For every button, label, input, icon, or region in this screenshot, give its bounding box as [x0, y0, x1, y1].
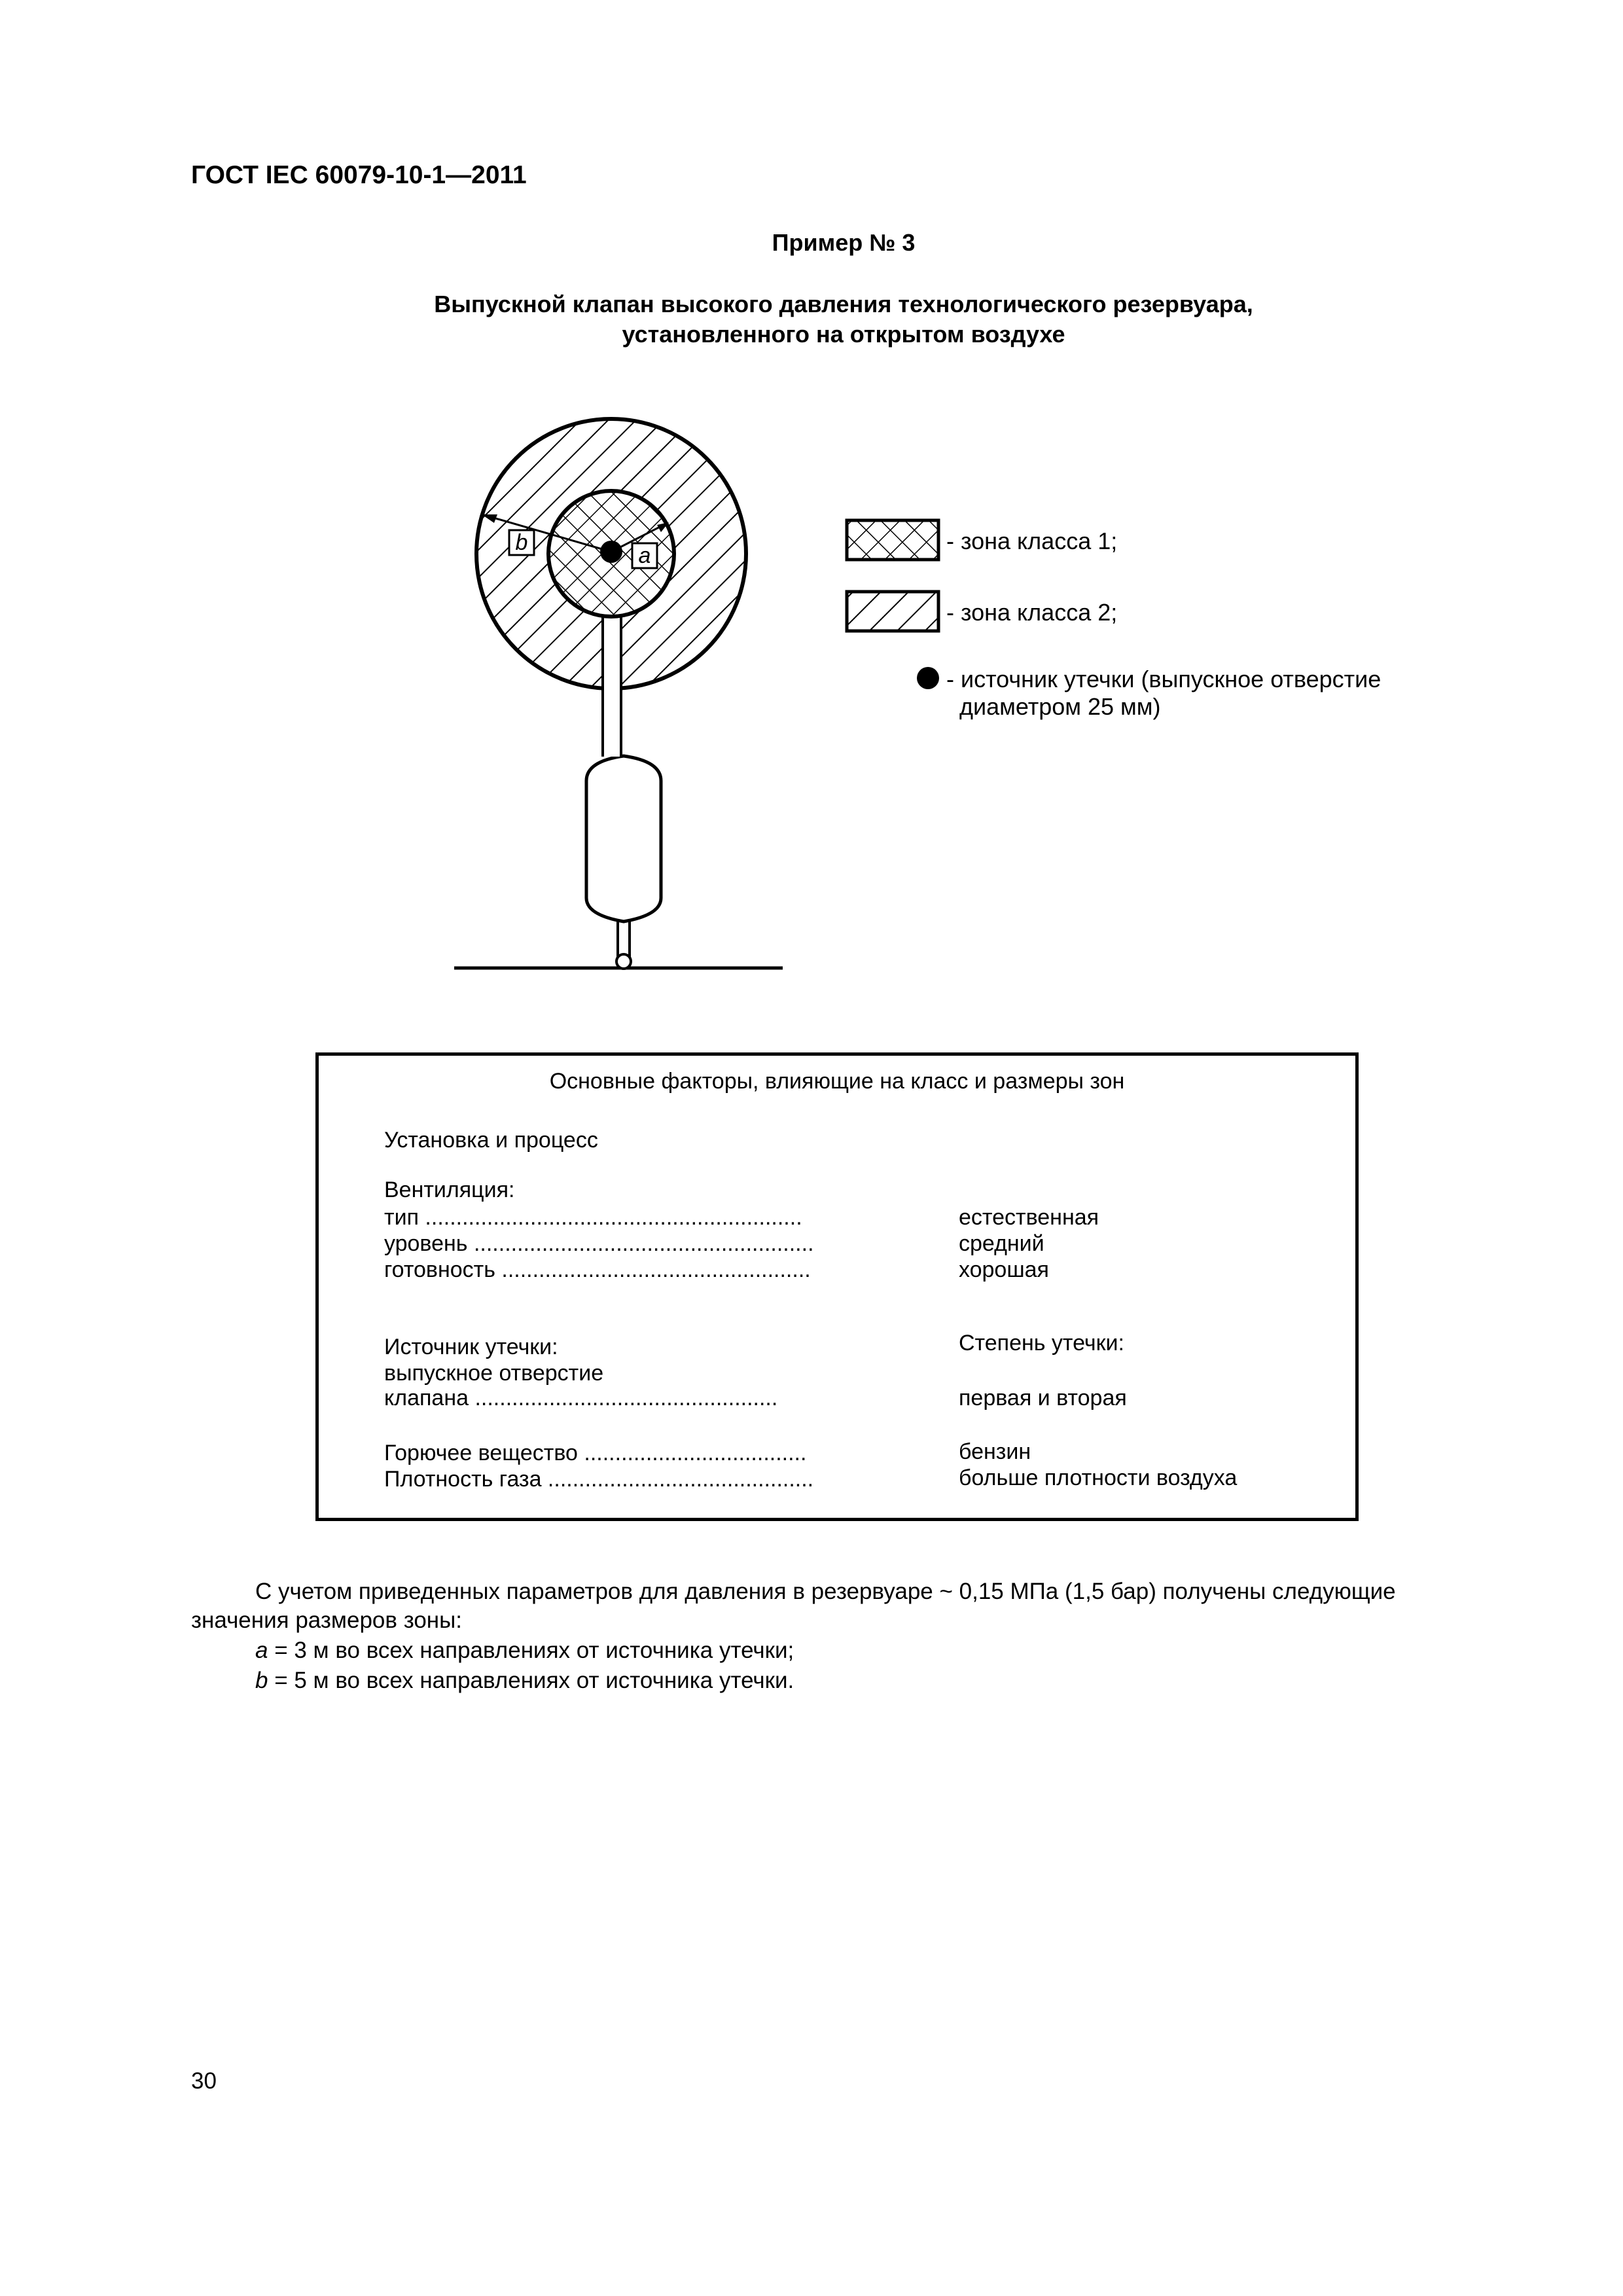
vessel — [586, 756, 661, 922]
zone-a-text: = 3 м во всех направлениях от источника утечки; — [268, 1638, 794, 1663]
legend-source-label-line-2: диаметром 25 мм) — [959, 693, 1161, 720]
source-heading: Источник утечки: — [384, 1335, 558, 1359]
zone-b-size — [255, 1668, 794, 1694]
legend-zone-1-label: - зона класса 1; — [946, 528, 1118, 554]
page-number: 30 — [191, 2068, 217, 2094]
ventilation-level-label: уровень ....................................................... — [384, 1231, 814, 1256]
source-line-1: выпускное отверстие — [384, 1361, 604, 1386]
example-subtitle-line-2: установленного на открытом воздухе — [622, 321, 1065, 348]
legend-zone-2-swatch — [847, 592, 938, 631]
label-a: a — [638, 543, 651, 568]
density-label: Плотность газа ........................................... — [384, 1467, 814, 1492]
factors-box — [315, 1052, 1359, 1521]
fuel-value: бензин — [959, 1439, 1031, 1464]
legend-source-label-line-1: - источник утечки (выпускное отверстие — [946, 666, 1382, 692]
release-grade-value: первая и вторая — [959, 1386, 1127, 1410]
ventilation-heading: Вентиляция: — [384, 1177, 515, 1202]
ventilation-type-label: тип ............................................................. — [384, 1205, 802, 1230]
ventilation-level-value: средний — [959, 1231, 1044, 1256]
ground-connection — [616, 954, 631, 969]
paragraph-line-1: С учетом приведенных параметров для давления в резервуаре ~ 0,15 МПа (1,5 бар) получены следующие — [255, 1579, 1396, 1604]
install-process-label: Установка и процесс — [384, 1128, 598, 1153]
zone-a-size — [255, 1638, 794, 1664]
var-b: b — [255, 1668, 268, 1693]
ventilation-type-value: естественная — [959, 1205, 1099, 1230]
legend-source-dot — [917, 667, 939, 689]
zone-b-text: = 5 м во всех направлениях от источника утечки. — [268, 1668, 794, 1693]
legend-zone-2-label: - зона класса 2; — [946, 599, 1118, 626]
label-b: b — [515, 530, 528, 555]
fuel-label: Горючее вещество .................................... — [384, 1441, 807, 1465]
ventilation-availability-value: хорошая — [959, 1257, 1049, 1282]
ventilation-availability-label: готовность .................................................. — [384, 1257, 811, 1282]
legend-zone-1-swatch — [847, 520, 938, 560]
density-value: больше плотности воздуха — [959, 1465, 1238, 1490]
example-number: Пример № 3 — [772, 229, 916, 256]
example-subtitle-line-1: Выпускной клапан высокого давления технологического резервуара, — [434, 291, 1253, 317]
document-code: ГОСТ IEC 60079-10-1—2011 — [191, 161, 527, 189]
source-line-2: клапана ................................................. — [384, 1386, 778, 1410]
factors-title: Основные факторы, влияющие на класс и размеры зон — [549, 1069, 1125, 1094]
var-a: a — [255, 1638, 268, 1663]
release-grade-heading: Степень утечки: — [959, 1331, 1124, 1355]
paragraph-line-2: значения размеров зоны: — [191, 1607, 463, 1633]
